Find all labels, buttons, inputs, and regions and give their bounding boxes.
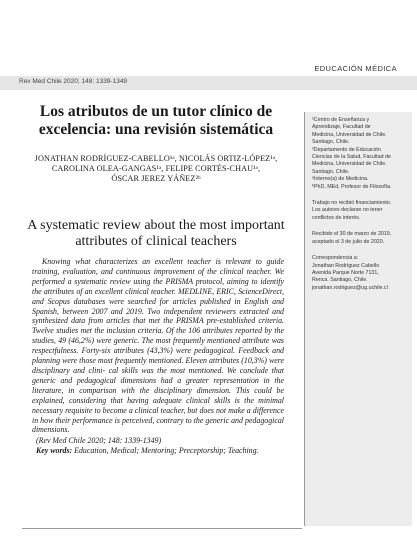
- author-list: [20, 154, 292, 184]
- correspondence-line: jonathan.rodriguez@ug.uchile.cl: [312, 284, 388, 291]
- abstract-divider: [22, 528, 302, 529]
- keywords: [32, 446, 284, 456]
- abstract-line: Knowing what characterizes an excellent teacher is relevant to guide training,: [32, 257, 284, 276]
- dates-line: Recibido el 30 de marzo de 2019,: [312, 231, 392, 238]
- keywords-label: Key words:: [36, 446, 73, 456]
- abstract-line: dimensions had a greater representation in the literature, in comparison with: [32, 375, 284, 395]
- affiliation-line: ᵇPhD, MEd, Profesor de Filosofía.: [312, 183, 392, 190]
- abstract-line: teacher, but does not make a difference in how their performance is perceived,: [32, 405, 284, 425]
- author-line: ÓSCAR JEREZ YÁÑEZ²ᵇ: [111, 174, 201, 183]
- affiliation-line: ²Departamento de Educación: [312, 146, 381, 153]
- abstract-line: of an excellent clinical teacher. MEDLINE, ERIC, ScienceDirect, and Scopus: [32, 286, 284, 306]
- affiliation-line: Santiago, Chile.: [312, 168, 350, 175]
- abstract-reference: (Rev Med Chile 2020; 148: 1339-1349): [36, 436, 162, 446]
- abstract-body: [32, 257, 284, 435]
- abstract-line: attributes (43,3%) were pedagogical. Feedback and planning were those most: [32, 346, 284, 366]
- abstract-line: inclusion criteria. Of the 106 attributes reported by the studies, 49 (46,2%) were: [32, 326, 284, 346]
- spanish-title-line: excelencia: una revisión sistemática: [38, 121, 274, 138]
- abstract-line: evaluation, and continuous improvement of the clinical teacher. We performed a: [32, 266, 284, 286]
- author-line: CAROLINA OLEA-GANGAS¹ᵃ, FELIPE CORTÉS-CHAU¹ᵃ,: [51, 164, 261, 173]
- affiliation-line: Medicina, Universidad de Chile.: [312, 161, 387, 168]
- abstract: [32, 257, 284, 456]
- affiliation-line: ¹Centro de Enseñanza y: [312, 117, 370, 123]
- correspondence-line: Renca. Santiago, Chile.: [312, 277, 368, 284]
- funding-line: Los autores declaran no tener: [312, 207, 383, 214]
- journal-citation: Rev Med Chile 2020; 148: 1339-1349: [19, 78, 128, 85]
- author-line: JONATHAN RODRÍGUEZ-CABELLO¹ᵃ, NICOLÁS ORTIZ-LÓPEZ¹ᵃ,: [34, 154, 278, 163]
- abstract-line: adequate clinical skills is the minimal necessary requisite to become a clinical: [32, 395, 284, 415]
- abstract-line: cal skills was the most mentioned. We conclude that generic and pedagogical: [32, 365, 284, 385]
- affiliation-line: Aprendizaje, Facultad de: [312, 124, 371, 131]
- affiliations: [305, 117, 412, 191]
- spanish-title-line: Los atributos de un tutor clínico de: [39, 103, 273, 120]
- affiliation-line: Medicina, Universidad de Chile.: [312, 131, 387, 138]
- abstract-line: systematic review using the PRISMA protocol, aiming to identify the attributes: [32, 276, 284, 296]
- english-title: [20, 218, 292, 250]
- funding-note: [305, 200, 412, 222]
- article-sidebar: [304, 112, 412, 526]
- dates-line: aceptado el 3 de julio de 2020.: [312, 238, 385, 245]
- correspondence-line: Jonathan Rodríguez Cabello: [312, 262, 380, 269]
- funding-line: Trabajo no recibió financiamiento.: [312, 200, 392, 207]
- correspondence: [305, 255, 412, 292]
- section-tag: EDUCACIÓN MÉDICA: [314, 64, 397, 73]
- affiliation-line: Ciencias de la Salud, Facultad de: [312, 154, 391, 161]
- english-title-line: A systematic review about the most important: [27, 218, 285, 233]
- abstract-line: contrary to the generic and pedagogical dimensions.: [32, 415, 284, 435]
- abstract-line: the disciplinary dimension. This could be explained, considering that having: [32, 385, 284, 405]
- abstract-paragraph: [32, 257, 284, 435]
- affiliation-line: ᵃInterno(a) de Medicina.: [312, 176, 369, 183]
- abstract-line: 2007 and 2019. Two independent reviewers extracted and synthesized data from: [32, 306, 284, 326]
- abstract-line: articles that met the PRISMA pre-established criteria. Twelve studies met the: [32, 316, 284, 336]
- correspondence-line: Correspondencia a:: [312, 255, 359, 262]
- english-title-line: attributes of clinical teachers: [75, 234, 237, 249]
- correspondence-line: Avenida Parque Norte 7131,: [312, 269, 379, 276]
- funding-line: conflictos de interés.: [312, 214, 361, 221]
- spanish-title: [20, 103, 292, 139]
- abstract-line: databases were searched for articles published in English and Spanish, between: [32, 296, 284, 316]
- affiliation-line: Santiago, Chile.: [312, 139, 350, 146]
- keywords-text: Education, Medical; Mentoring; Preceptorship; Teaching.: [74, 446, 259, 456]
- abstract-line: frequently mentioned. Eleven attributes (10,3%) were disciplinary and clini-: [32, 356, 284, 375]
- dates-note: [305, 231, 412, 246]
- abstract-line: generic. The most frequently mentioned attribute was respectfulness. Forty-six: [32, 336, 284, 356]
